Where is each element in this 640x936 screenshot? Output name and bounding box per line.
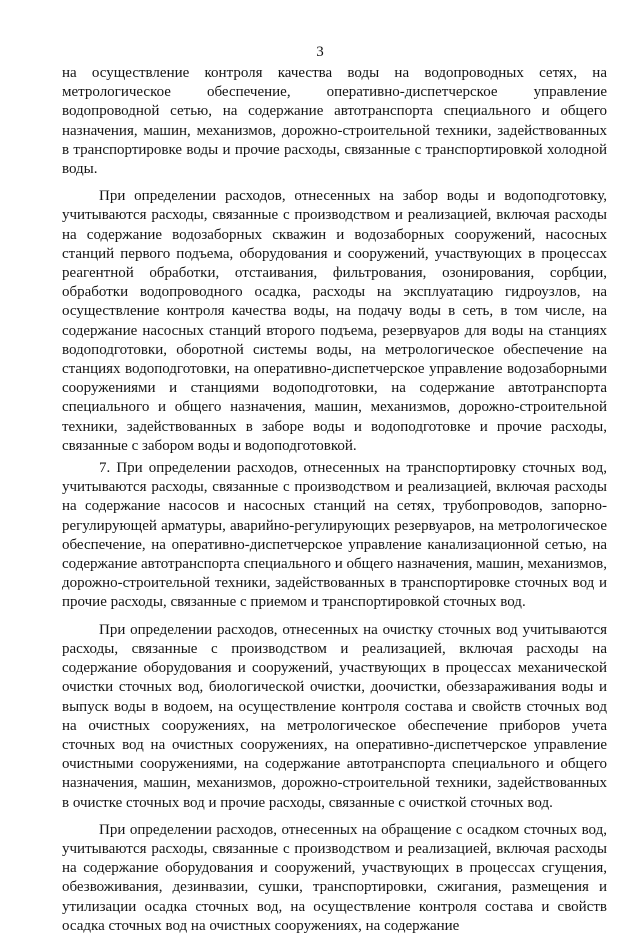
paragraph-wastewater-transport: 7. При определении расходов, отнесенных на транспортировку сточных вод, учитываются расходы, связанные с производством и реализацией, включая расходы на содержание насосов и насосных станций на сетях, трубопроводов, запорно-регулирующей арматуры, аварийно-регулирующих резервуаров, на метрологическое обеспечение, на оперативно-диспетчерское управление канализационной сетью, на содержание автотранспорта специального и общего назначения, машин, механизмов, дорожно-строительной техники, задействованных в транспортировке сточных вод и прочие расходы, связанные с приемом и транспортировкой сточных вод. <box>62 460 607 611</box>
paragraph-wastewater-treatment: При определении расходов, отнесенных на очистку сточных вод учитываются расходы, связанные с производством и реализацией, включая расходы на содержание оборудования и сооружений, участвующих в процессах механической очистки сточных вод, биологической очистки, доочистки, обеззараживания воды и выпуск воды в водоем, на осуществление контроля состава и свойств сточных вод на очистных сооружениях, на метрологическое обеспечение приборов учета сточных вод на очистных сооружениях, на оперативно-диспетчерское управление очистными сооружениями, на содержание автотранспорта специального и общего назначения, машин, механизмов, дорожно-строительной техники, задействованных в очистке сточных вод и прочие расходы, связанные с очисткой сточных вод. <box>62 621 607 811</box>
paragraph-water-intake: При определении расходов, отнесенных на забор воды и водоподготовку, учитываются расходы, связанные с производством и реализацией, включая расходы на содержание водозаборных скважин и водозаборных сооружений, насосных станций первого подъема, оборудования и сооружений, участвующих в процессах реагентной обработки, отстаивания, фильтрования, озонирования, сорбции, обработки водопроводного осадка, расходы на эксплуатацию гидроузлов, на осуществление контроля качества воды, на подачу воды в сеть, в том числе, на содержание насосных станций второго подъема, резервуаров для воды на станциях водоподготовки, оборотной системы воды, на метрологическое обеспечение на станциях водоподготовки, на оперативно-диспетчерское управление водозаборными сооружениями и станциями водоподготовки, на содержание автотранспорта специального и общего назначения, машин, механизмов, дорожно-строительной техники, задействованных в заборе воды и водоподготовке и прочие расходы, связанные с забором воды и водоподготовкой. <box>62 188 607 454</box>
paragraph-sludge-handling: При определении расходов, отнесенных на обращение с осадком сточных вод, учитываются расходы, связанные с производством и реализацией, включая расходы на содержание оборудования и сооружений, участвующих в процессах сгущения, обезвоживания, дезинвазии, сушки, транспортировки, сжигания, размещения и утилизации осадка сточных вод, на осуществление контроля состава и свойств осадка сточных вод на очистных сооружениях, на содержание <box>62 821 607 934</box>
paragraph-continuation: на осуществление контроля качества воды на водопроводных сетях, на метрологическое обеспечение, оперативно-диспетчерское управление водопроводной сетью, на содержание автотранспорта специального и общего назначения, машин, механизмов, дорожно-строительной техники, задействованных в транспортировке воды и прочие расходы, связанные с транспортировкой холодной воды. <box>62 65 607 178</box>
document-body <box>62 64 607 936</box>
page-number: 3 <box>316 44 324 60</box>
